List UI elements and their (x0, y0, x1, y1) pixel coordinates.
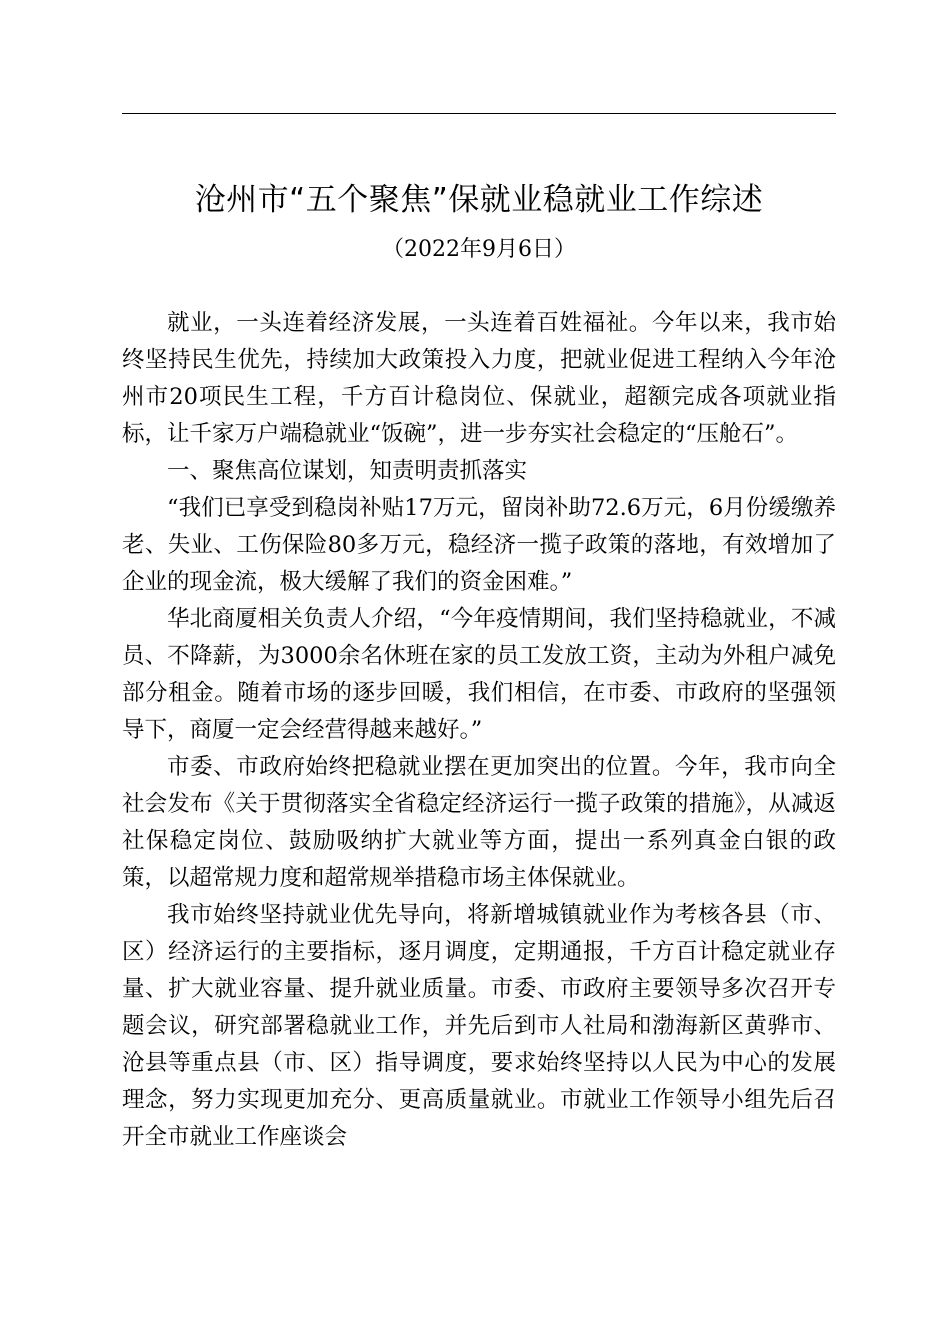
paragraph-policy-measures: 市委、市政府始终把稳就业摆在更加突出的位置。今年，我市向全社会发布《关于贯彻落实全省稳定经济运行一揽子政策的措施》，从减返社保稳定岗位、鼓励吸纳扩大就业等方面，提出一系列真金白银的政策，以超常规力度和超常规举措稳市场主体保就业。 (122, 754, 836, 891)
section-heading-1: 一、聚焦高位谋划，知责明责抓落实 (167, 458, 528, 484)
header-rule (122, 113, 836, 114)
paragraph-intro: 就业，一头连着经济发展，一头连着百姓福祉。今年以来，我市始终坚持民生优先，持续加大政策投入力度，把就业促进工程纳入今年沧州市20项民生工程，千方百计稳岗位、保就业，超额完成各项就业指标，让千家万户端稳就业“饭碗”，进一步夯实社会稳定的“压舱石”。 (122, 310, 836, 447)
document-title: 沧州市“五个聚焦”保就业稳就业工作综述 (194, 182, 764, 218)
paragraph-quote-subsidy: “我们已享受到稳岗补贴17万元，留岗补助72.6万元，6月份缓缴养老、失业、工伤保险80多万元，稳经济一揽子政策的落地，有效增加了企业的现金流，极大缓解了我们的资金困难。” (122, 495, 836, 595)
document-body (122, 305, 836, 1156)
document-date: （2022年9月6日） (382, 237, 576, 262)
paragraph-huabei-mall: 华北商厦相关负责人介绍，“今年疫情期间，我们坚持稳就业，不减员、不降薪，为3000余名休班在家的员工发放工资，主动为外租户减免部分租金。随着市场的逐步回暖，我们相信，在市委、市政府的坚强领导下，商厦一定会经营得越来越好。” (122, 606, 836, 743)
paragraph-employment-priority: 我市始终坚持就业优先导向，将新增城镇就业作为考核各县（市、区）经济运行的主要指标，逐月调度，定期通报，千方百计稳定就业存量、扩大就业容量、提升就业质量。市委、市政府主要领导多次召开专题会议，研究部署稳就业工作，并先后到市人社局和渤海新区黄骅市、沧县等重点县（市、区）指导调度，要求始终坚持以人民为中心的发展理念，努力实现更加充分、更高质量就业。市就业工作领导小组先后召开全市就业工作座谈会 (122, 902, 836, 1150)
